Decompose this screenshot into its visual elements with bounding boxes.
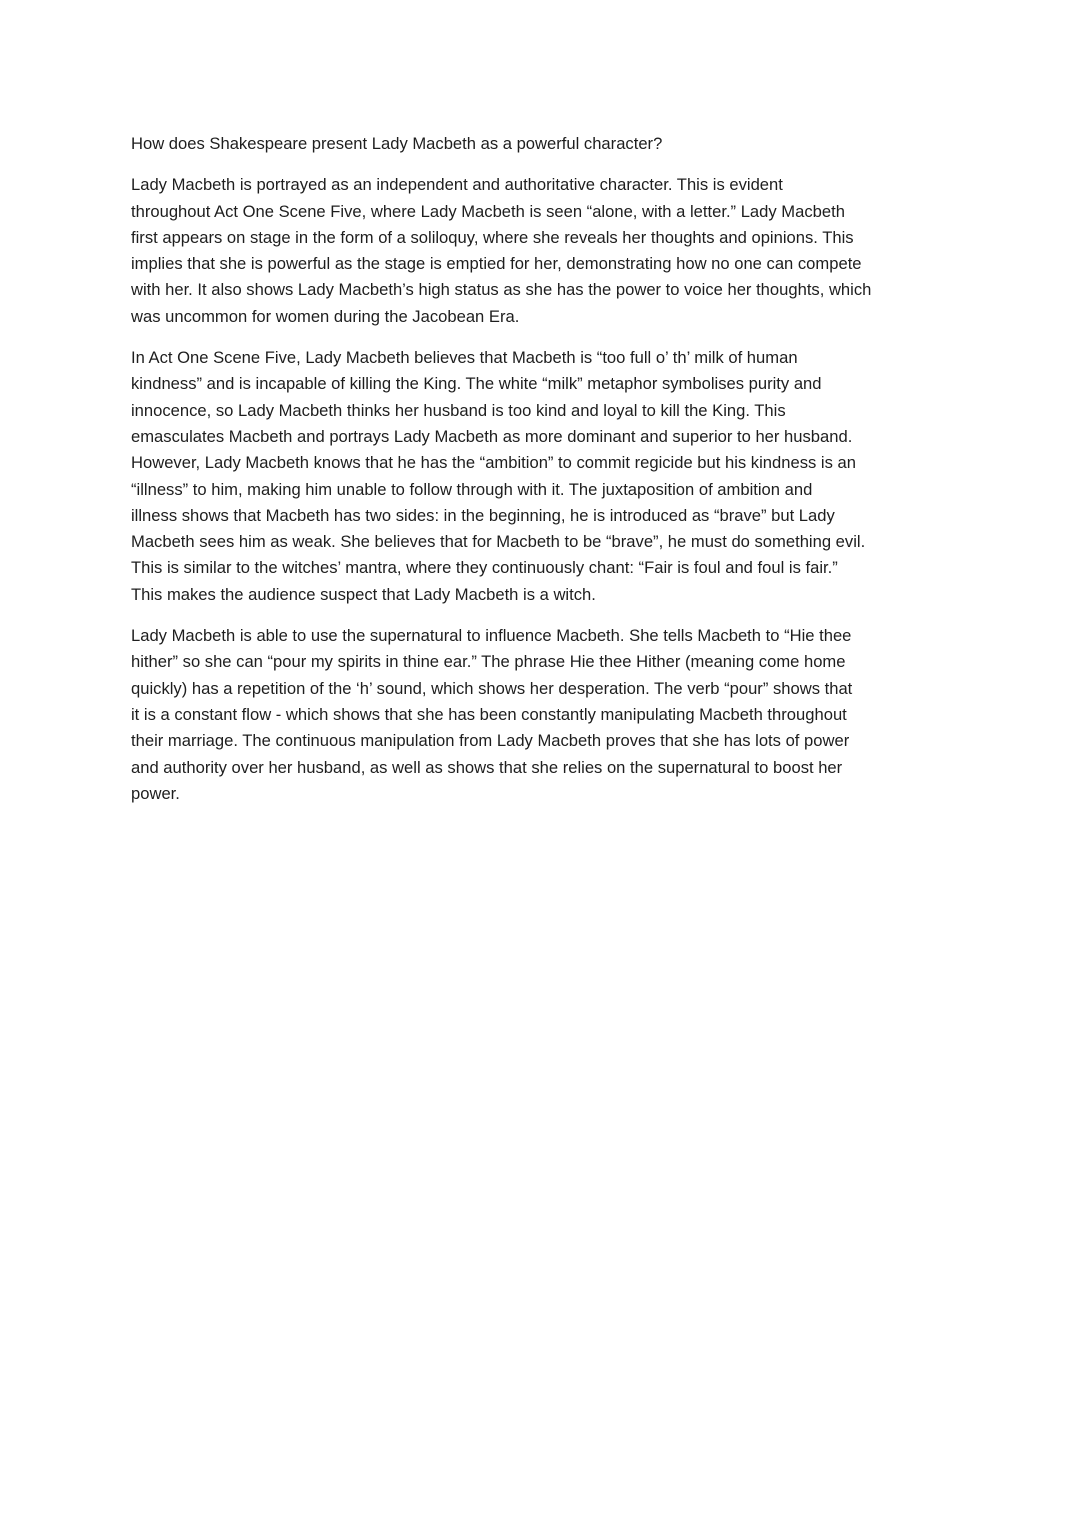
paragraph-line: This is similar to the witches’ mantra, where they continuously chant: “Fair is foul and foul is fair.” bbox=[131, 558, 838, 578]
document-body bbox=[131, 131, 961, 822]
paragraph-3 bbox=[131, 623, 961, 807]
paragraph-line: it is a constant flow - which shows that she has been constantly manipulating Macbeth throughout bbox=[131, 704, 847, 724]
paragraph-1 bbox=[131, 172, 961, 330]
paragraph-line: emasculates Macbeth and portrays Lady Macbeth as more dominant and superior to her husband. bbox=[131, 426, 853, 446]
paragraph-line: However, Lady Macbeth knows that he has the “ambition” to commit regicide but his kindness is an bbox=[131, 453, 856, 473]
paragraph-line: kindness” and is incapable of killing the King. The white “milk” metaphor symbolises purity and bbox=[131, 374, 822, 394]
paragraph-2 bbox=[131, 345, 961, 608]
paragraph-line: first appears on stage in the form of a soliloquy, where she reveals her thoughts and opinions. This bbox=[131, 227, 854, 247]
paragraph-line: innocence, so Lady Macbeth thinks her husband is too kind and loyal to kill the King. This bbox=[131, 400, 786, 420]
paragraph-line: illness shows that Macbeth has two sides: in the beginning, he is introduced as “brave” but Lady bbox=[131, 505, 835, 525]
paragraph-line: and authority over her husband, as well as shows that she relies on the supernatural to boost her bbox=[131, 757, 843, 777]
paragraph-line: throughout Act One Scene Five, where Lady Macbeth is seen “alone, with a letter.” Lady Macbeth bbox=[131, 201, 845, 221]
paragraph-line: Lady Macbeth is able to use the supernatural to influence Macbeth. She tells Macbeth to “Hie thee bbox=[131, 626, 852, 646]
paragraph-line: hither” so she can “pour my spirits in thine ear.” The phrase Hie thee Hither (meaning come home bbox=[131, 652, 846, 672]
paragraph-line: Lady Macbeth is portrayed as an independent and authoritative character. This is evident bbox=[131, 175, 783, 195]
paragraph-line: “illness” to him, making him unable to follow through with it. The juxtaposition of ambition and bbox=[131, 479, 813, 499]
paragraph-line: with her. It also shows Lady Macbeth’s high status as she has the power to voice her thoughts, which bbox=[131, 280, 872, 300]
paragraph-line: In Act One Scene Five, Lady Macbeth believes that Macbeth is “too full o’ th’ milk of human bbox=[131, 348, 798, 368]
paragraph-line: was uncommon for women during the Jacobean Era. bbox=[131, 306, 520, 326]
paragraph-line: implies that she is powerful as the stage is emptied for her, demonstrating how no one can compete bbox=[131, 254, 862, 274]
essay-question: How does Shakespeare present Lady Macbeth as a powerful character? bbox=[131, 134, 663, 153]
paragraph-line: power. bbox=[131, 783, 180, 803]
paragraph-line: This makes the audience suspect that Lady Macbeth is a witch. bbox=[131, 584, 596, 604]
paragraph-line: quickly) has a repetition of the ‘h’ sound, which shows her desperation. The verb “pour” shows that bbox=[131, 678, 853, 698]
paragraph-line: their marriage. The continuous manipulation from Lady Macbeth proves that she has lots of power bbox=[131, 731, 850, 751]
paragraph-line: Macbeth sees him as weak. She believes that for Macbeth to be “brave”, he must do something evil. bbox=[131, 532, 866, 552]
